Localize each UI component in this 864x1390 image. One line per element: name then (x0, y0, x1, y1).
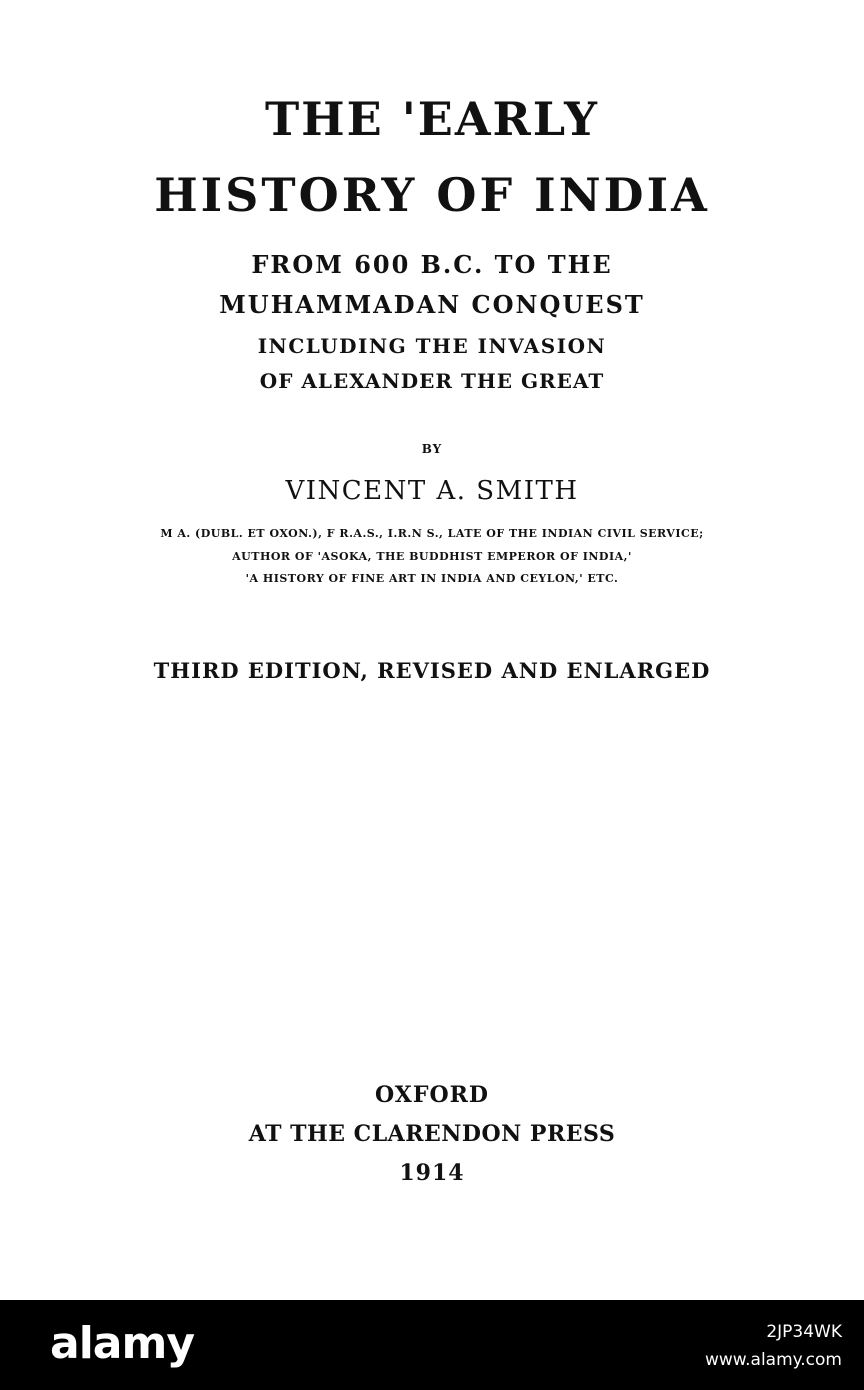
author-credentials-line-3: 'A HISTORY OF FINE ART IN INDIA AND CEYLON,' ETC. (245, 572, 619, 585)
image-id: 2JP34WK (766, 1322, 842, 1342)
edition-statement: THIRD EDITION, REVISED AND ENLARGED (153, 658, 711, 683)
author-credentials-line-1: M A. (DUBL. ET OXON.), F R.A.S., I.R.N S., LATE OF THE INDIAN CIVIL SERVICE; (160, 527, 704, 540)
publisher-city: OXFORD (375, 1082, 489, 1108)
title-line-2: HISTORY OF INDIA (154, 168, 710, 222)
watermark-site: www.alamy.com (704, 1350, 842, 1370)
subtitle-line-3: INCLUDING THE INVASION (257, 334, 607, 358)
publication-year: 1914 (399, 1160, 465, 1186)
watermark-bar (0, 1300, 864, 1390)
by-label: BY (421, 442, 443, 456)
subtitle-line-4: OF ALEXANDER THE GREAT (259, 369, 605, 393)
author-credentials-line-2: AUTHOR OF 'ASOKA, THE BUDDHIST EMPEROR OF INDIA,' (232, 550, 632, 563)
alamy-logo: alamy (50, 1318, 194, 1369)
author-name: VINCENT A. SMITH (285, 476, 579, 506)
subtitle-line-1: FROM 600 B.C. TO THE (251, 250, 613, 279)
publisher-name: AT THE CLARENDON PRESS (248, 1121, 616, 1147)
subtitle-line-2: MUHAMMADAN CONQUEST (219, 290, 645, 319)
title-line-1: THE 'EARLY (264, 92, 600, 146)
